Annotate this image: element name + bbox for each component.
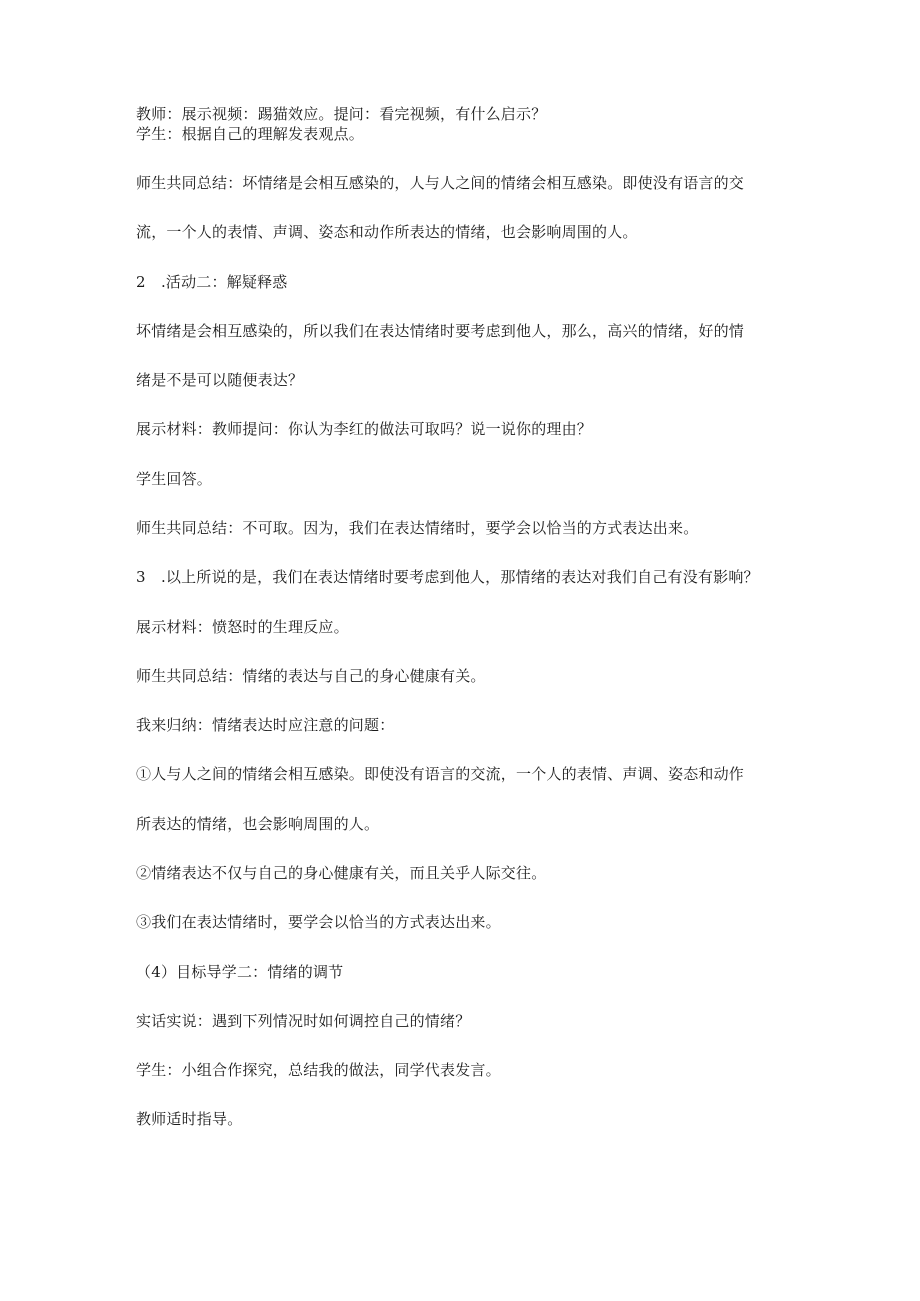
paragraph-line: 流，一个人的表情、声调、姿态和动作所表达的情绪，也会影响周围的人。 <box>136 223 638 241</box>
paragraph-line: 实话实说：遇到下列情况时如何调控自己的情绪？ <box>136 1012 471 1030</box>
paragraph-line: 绪是不是可以随便表达？ <box>136 371 304 389</box>
list-item: ②情绪表达不仅与自己的身心健康有关，而且关乎人际交往。 <box>136 864 547 882</box>
paragraph-line: 师生共同总结：情绪的表达与自己的身心健康有关。 <box>136 667 486 685</box>
list-item: ③我们在表达情绪时，要学会以恰当的方式表达出来。 <box>136 913 501 931</box>
paragraph-line: 展示材料：教师提问：你认为李红的做法可取吗？说一说你的理由？ <box>136 420 593 438</box>
paragraph-line: 我来归纳：情绪表达时应注意的问题： <box>136 716 395 734</box>
section-heading: 3 .以上所说的是，我们在表达情绪时要考虑到他人，那情绪的表达对我们自己有没有影响？ <box>136 568 759 586</box>
paragraph-line: 教师适时指导。 <box>136 1110 243 1128</box>
paragraph-line: 学生：根据自己的理解发表观点。 <box>136 125 365 143</box>
list-item-continuation: 所表达的情绪，也会影响周围的人。 <box>136 815 380 833</box>
paragraph-line: 坏情绪是会相互感染的，所以我们在表达情绪时要考虑到他人，那么，高兴的情绪，好的情 <box>136 322 745 340</box>
section-heading: （4）目标导学二：情绪的调节 <box>136 963 344 981</box>
list-item: ①人与人之间的情绪会相互感染。即使没有语言的交流，一个人的表情、声调、姿态和动作 <box>136 765 745 783</box>
section-heading: 2 .活动二：解疑释惑 <box>136 273 288 291</box>
paragraph-line: 学生：小组合作探究，总结我的做法，同学代表发言。 <box>136 1061 501 1079</box>
paragraph-line: 教师：展示视频：踢猫效应。提问：看完视频，有什么启示？ <box>136 105 547 123</box>
paragraph-line: 师生共同总结：坏情绪是会相互感染的，人与人之间的情绪会相互感染。即使没有语言的交 <box>136 174 745 192</box>
paragraph-line: 师生共同总结：不可取。因为，我们在表达情绪时，要学会以恰当的方式表达出来。 <box>136 519 699 537</box>
paragraph-line: 学生回答。 <box>136 470 213 488</box>
paragraph-line: 展示材料：愤怒时的生理反应。 <box>136 618 349 636</box>
